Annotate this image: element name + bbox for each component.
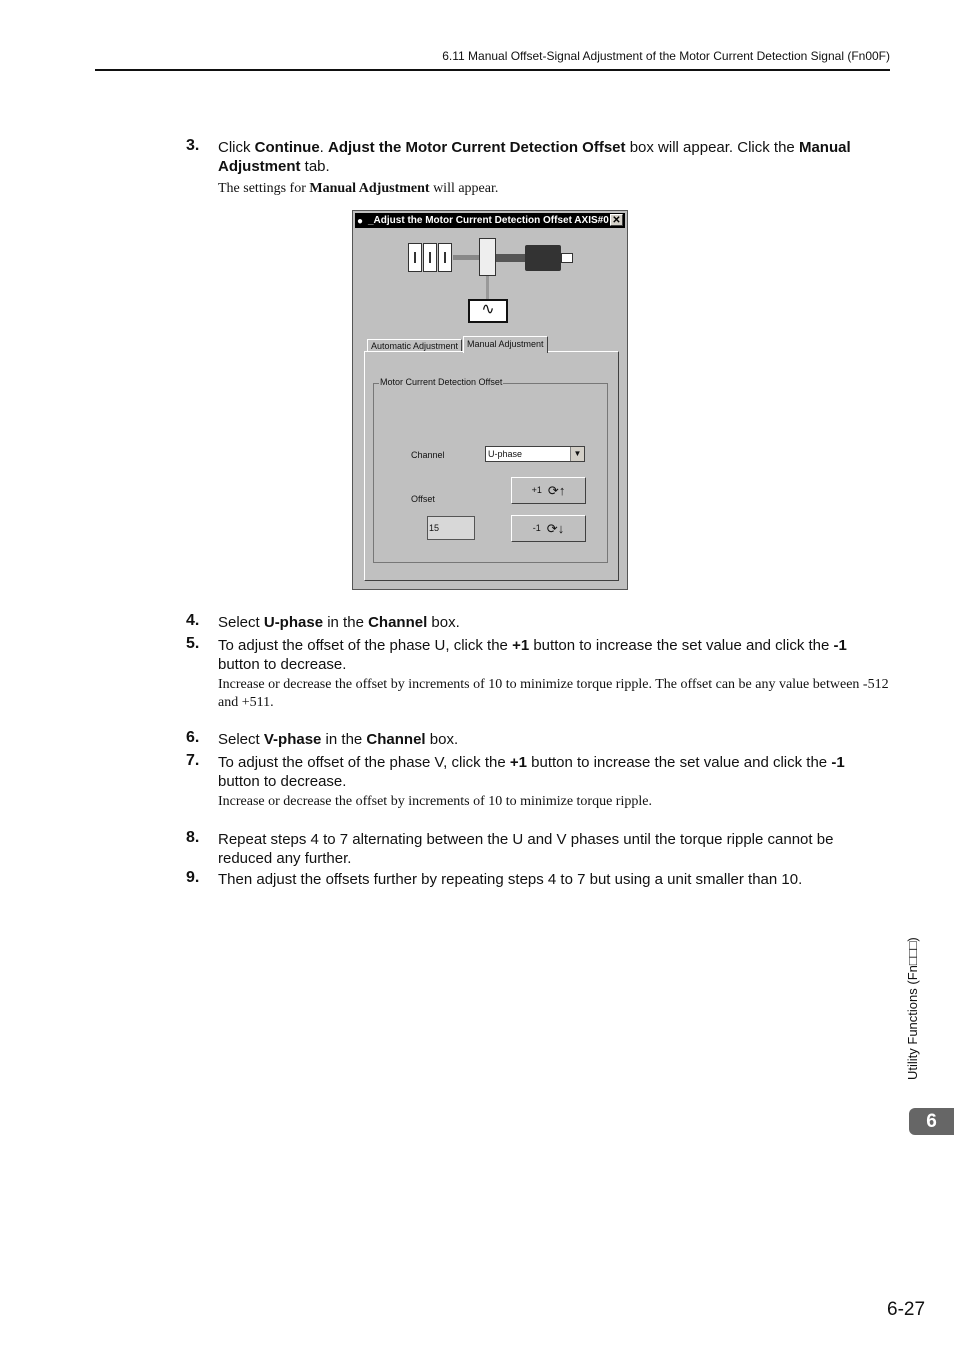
minus-one-label: -1: [532, 523, 541, 533]
rotate-down-icon: ⟳↓: [546, 521, 565, 537]
step-8-text: Repeat steps 4 to 7 alternating between the U and V phases until the torque ripple cannot be reduced any further.: [218, 831, 834, 867]
step-3-number: 3.: [186, 137, 200, 154]
channel-select[interactable]: [485, 446, 585, 462]
step-9-number: 9.: [186, 869, 200, 886]
page-number: 6-27: [887, 1299, 926, 1320]
close-button[interactable]: ✕: [610, 214, 623, 226]
amplifier-unit-3: [438, 243, 452, 272]
tab-automatic-adjustment[interactable]: Automatic Adjustment: [367, 339, 462, 352]
rotate-up-icon: ⟳↑: [547, 483, 566, 499]
tab-manual-adjustment[interactable]: Manual Adjustment: [463, 336, 548, 353]
step-7-number: 7.: [186, 752, 200, 769]
chevron-down-icon[interactable]: ▼: [570, 447, 584, 461]
offset-label: Offset: [411, 494, 435, 504]
channel-value: U-phase: [488, 449, 523, 459]
chapter-number-tab: 6: [909, 1108, 954, 1135]
dialog-titlebar: [355, 213, 625, 228]
dialog-title: _Adjust the Motor Current Detection Offset AXIS#0: [368, 215, 609, 226]
amplifier-unit-1: [408, 243, 422, 272]
step-4-text: Select U-phase in the Channel box.: [218, 614, 460, 631]
step-5-number: 5.: [186, 635, 200, 652]
group-label: Motor Current Detection Offset: [380, 377, 503, 387]
motor: [525, 245, 561, 271]
step-7-note: Increase or decrease the offset by increments of 10 to minimize torque ripple.: [218, 794, 652, 809]
step-9-text: Then adjust the offsets further by repeating steps 4 to 7 but using a unit smaller than 10.: [218, 871, 803, 888]
cable-3: [486, 276, 489, 299]
plus-one-button[interactable]: [511, 477, 586, 504]
minus-one-button[interactable]: [511, 515, 586, 542]
step-5-text: To adjust the offset of the phase U, click the +1 button to increase the set value and click the -1 button to decrease.: [218, 637, 847, 673]
step-8-number: 8.: [186, 829, 200, 846]
offset-groupbox: [373, 377, 608, 563]
step-4-number: 4.: [186, 612, 200, 629]
amplifier-unit-2: [423, 243, 437, 272]
cable-2: [496, 254, 525, 262]
step-6-number: 6.: [186, 729, 200, 746]
step-6-text: Select V-phase in the Channel box.: [218, 731, 459, 748]
step-3-text: Click Continue. Adjust the Motor Current Detection Offset box will appear. Click the Manual Adjustment tab.: [218, 139, 851, 175]
offset-field[interactable]: 15: [427, 516, 475, 540]
step-7-text: To adjust the offset of the phase V, click the +1 button to increase the set value and click the -1 button to decrease.: [218, 754, 845, 790]
offset-dialog: [352, 210, 628, 590]
chapter-side-label: Utility Functions (Fn□□□): [905, 937, 920, 1080]
app-icon: ●: [357, 216, 364, 227]
manual-adjustment-panel: [364, 351, 619, 581]
plus-one-label: +1: [531, 485, 542, 495]
detector-unit: [479, 238, 496, 276]
header-rule: [95, 69, 890, 71]
motor-shaft: [561, 253, 573, 263]
header-title: 6.11 Manual Offset-Signal Adjustment of the Motor Current Detection Signal (Fn00F): [442, 49, 890, 63]
cable-1: [453, 255, 479, 260]
step-5-note: Increase or decrease the offset by increments of 10 to minimize torque ripple. The offset can be any value between -512 and +511.: [218, 677, 889, 710]
step-3-note: The settings for Manual Adjustment will appear.: [218, 181, 499, 196]
waveform-icon: ∿: [468, 299, 508, 323]
channel-label: Channel: [411, 450, 445, 460]
